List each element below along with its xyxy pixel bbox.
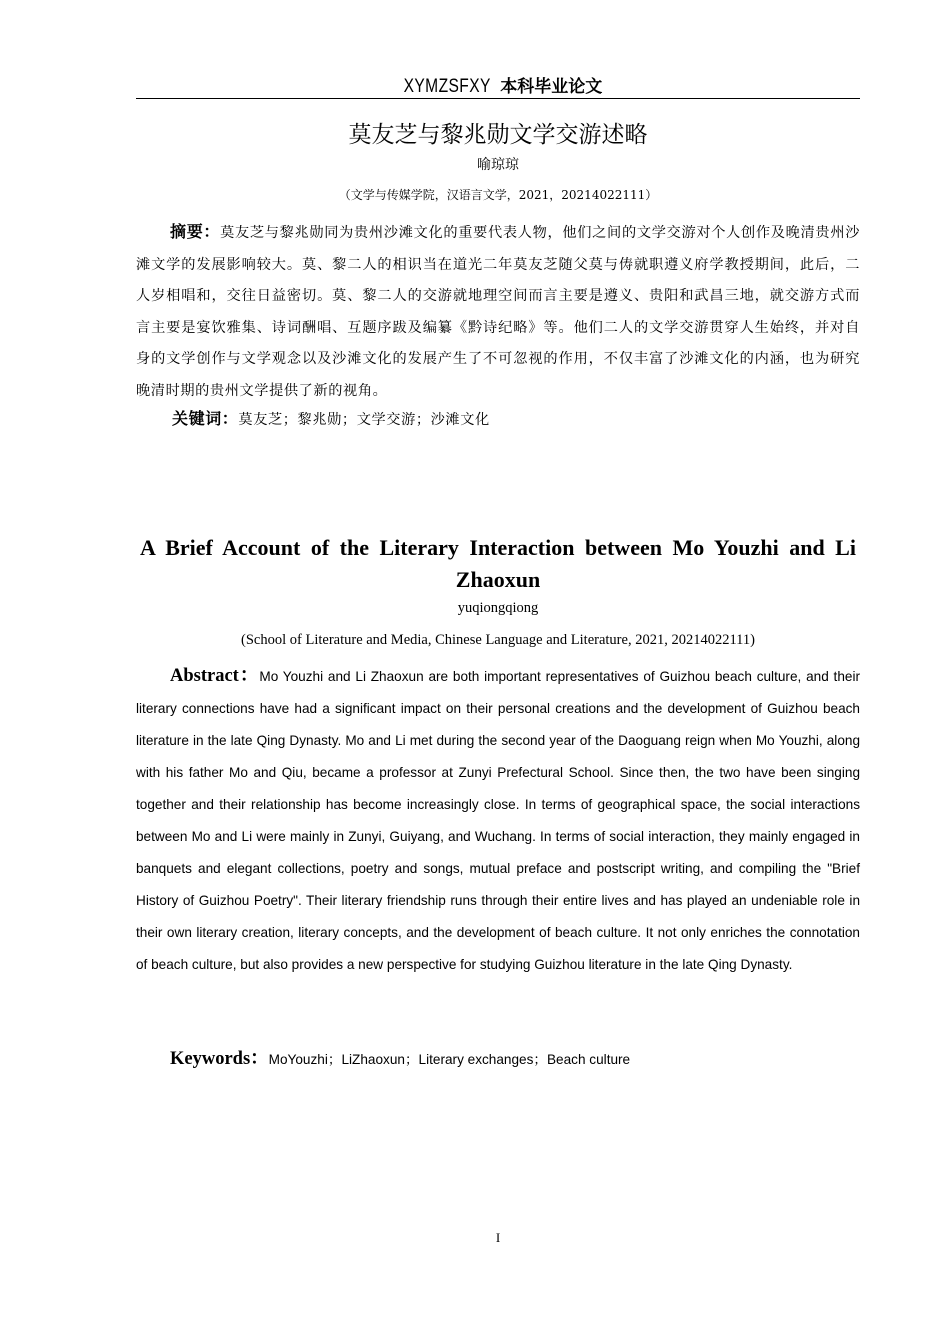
header-label: 本科毕业论文 xyxy=(500,77,603,97)
chinese-keywords-text: 莫友芝；黎兆勋；文学交游；沙滩文化 xyxy=(238,412,490,428)
english-keywords xyxy=(170,1044,860,1070)
chinese-author: 喻琼琼 xyxy=(477,157,519,173)
chinese-abstract-label: 摘要： xyxy=(170,222,221,241)
chinese-keywords xyxy=(172,406,860,429)
chinese-affiliation: （文学与传媒学院，汉语言文学，2021，20214022111） xyxy=(338,188,658,202)
english-author: yuqiongqiong xyxy=(457,600,539,616)
header-code: XYMZSFXY xyxy=(403,76,491,97)
english-affiliation: (School of Literature and Media, Chinese Language and Literature, 2021, 20214022111) xyxy=(241,632,755,648)
chinese-keywords-label: 关键词： xyxy=(172,409,239,428)
chinese-abstract-text: 莫友芝与黎兆勋同为贵州沙滩文化的重要代表人物，他们之间的文学交游对个人创作及晚清贵州沙滩文学的发展影响较大。莫、黎二人的相识当在道光二年莫友芝随父莫与俦就职遵义府学教授期间，此后，二人岁相唱和，交往日益密切。莫、黎二人的交游就地理空间而言主要是遵义、贵阳和武昌三地，就交游方式而言主要是宴饮雅集、诗词酬唱、互题序跋及编纂《黔诗纪略》等。他们二人的文学交游贯穿人生始终，并对自身的文学创作与文学观念以及沙滩文化的发展产生了不可忽视的作用，不仅丰富了沙滩文化的内涵，也为研究晚清时期的贵州文学提供了新的视角。 xyxy=(136,225,860,399)
page-header xyxy=(136,72,860,99)
english-keywords-text: MoYouzhi；LiZhaoxun；Literary exchanges；Beach culture xyxy=(268,1052,631,1067)
english-keywords-label: Keywords： xyxy=(170,1049,269,1069)
chinese-title: 莫友芝与黎兆勋文学交游述略 xyxy=(348,122,648,148)
english-abstract xyxy=(136,660,860,981)
page-number: I xyxy=(495,1230,501,1245)
chinese-abstract xyxy=(136,216,860,408)
english-abstract-label: Abstract： xyxy=(170,666,260,686)
english-abstract-text: Mo Youzhi and Li Zhaoxun are both important representatives of Guizhou beach culture, and their literary connections have had a significant impact on their personal creations and the development of Guizhou beach literature in the late Qing Dynasty. Mo and Li met during the second year of the Daoguang reign when Mo Youzhi, along with his father Mo and Qiu, became a professor at Zunyi Prefectural School. Since then, the two have been singing together and their relationship has become increasingly close. In terms of geographical space, the social interactions between Mo and Li were mainly in Zunyi, Guiyang, and Wuchang. In terms of social interaction, they mainly engaged in banquets and elegant collections, poetry and songs, mutual preface and postscript writing, and compiling the "Brief History of Guizhou Poetry". Their literary friendship runs through their entire lives and has played an undeniable role in their own literary creation, literary concepts, and the development of beach culture. It not only enriches the connotation of beach culture, but also provides a new perspective for studying Guizhou literature in the late Qing Dynasty. xyxy=(136,669,860,972)
english-title: A Brief Account of the Literary Interaction between Mo Youzhi and Li Zhaoxun xyxy=(140,535,856,592)
